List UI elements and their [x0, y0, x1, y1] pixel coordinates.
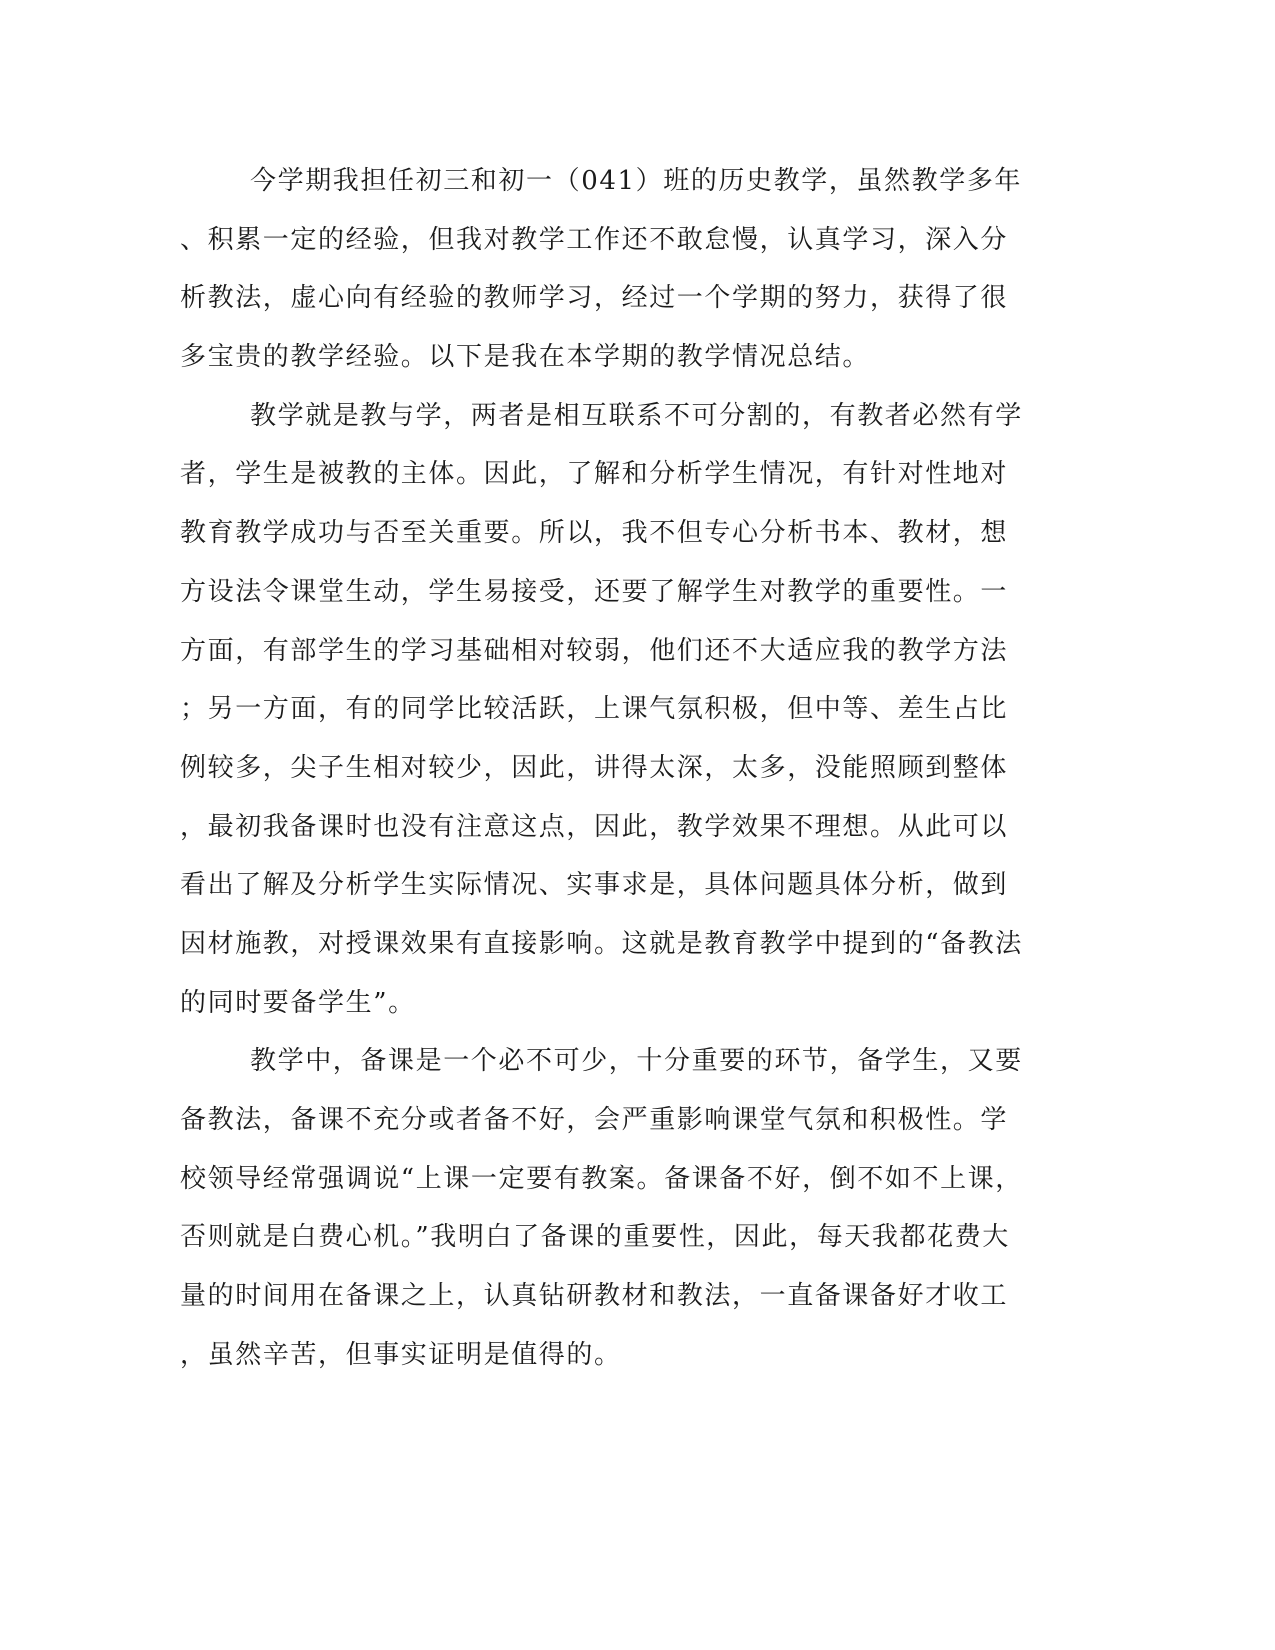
- paragraph-line: 多宝贵的教学经验。以下是我在本学期的教学情况总结。: [180, 342, 871, 373]
- paragraph-line: 的同时要备学生”。: [180, 987, 416, 1018]
- paragraph-line: ，最初我备课时也没有注意这点，因此，教学效果不理想。从此可以: [180, 811, 1009, 842]
- paragraph-line: 者，学生是被教的主体。因此，了解和分析学生情况，有针对性地对: [180, 459, 1009, 490]
- paragraph-line: 量的时间用在备课之上，认真钻研教材和教法，一直备课备好才收工: [180, 1281, 1009, 1312]
- paragraph-2: [180, 387, 1050, 1033]
- paragraph-line: 例较多，尖子生相对较少，因此，讲得太深，太多，没能照顾到整体: [180, 752, 1009, 783]
- paragraph-line: 析教法，虚心向有经验的教师学习，经过一个学期的努力，获得了很: [180, 283, 1009, 314]
- paragraph-1: [180, 152, 1050, 387]
- paragraph-line: 方面，有部学生的学习基础相对较弱，他们还不大适应我的教学方法: [180, 635, 1009, 666]
- paragraph-line: 校领导经常强调说“上课一定要有教案。备课备不好，倒不如不上课，: [180, 1163, 1023, 1194]
- paragraph-line: 方设法令课堂生动，学生易接受，还要了解学生对教学的重要性。一: [180, 576, 1009, 607]
- paragraph-line: 教育教学成功与否至关重要。所以，我不但专心分析书本、教材，想: [180, 518, 1009, 549]
- paragraph-3: [180, 1032, 1050, 1384]
- paragraph-line: 因材施教，对授课效果有直接影响。这就是教育教学中提到的“备教法: [180, 928, 1023, 959]
- paragraph-line: 教学中，备课是一个必不可少，十分重要的环节，备学生，又要: [250, 1046, 1023, 1077]
- paragraph-line: ，虽然辛苦，但事实证明是值得的。: [180, 1339, 622, 1370]
- paragraph-line: 今学期我担任初三和初一（041）班的历史教学，虽然教学多年: [250, 166, 1023, 196]
- paragraph-line: 看出了解及分析学生实际情况、实事求是，具体问题具体分析，做到: [180, 870, 1009, 901]
- paragraph-line: 教学就是教与学，两者是相互联系不可分割的，有教者必然有学: [250, 400, 1023, 431]
- paragraph-line: 、积累一定的经验，但我对教学工作还不敢怠慢，认真学习，深入分: [180, 224, 1009, 255]
- document-body: [180, 152, 1050, 1384]
- paragraph-line: 否则就是白费心机。”我明白了备课的重要性，因此，每天我都花费大: [180, 1222, 1010, 1253]
- paragraph-line: 备教法，备课不充分或者备不好，会严重影响课堂气氛和积极性。学: [180, 1105, 1009, 1135]
- paragraph-line: ；另一方面，有的同学比较活跃，上课气氛积极，但中等、差生占比: [180, 694, 1009, 725]
